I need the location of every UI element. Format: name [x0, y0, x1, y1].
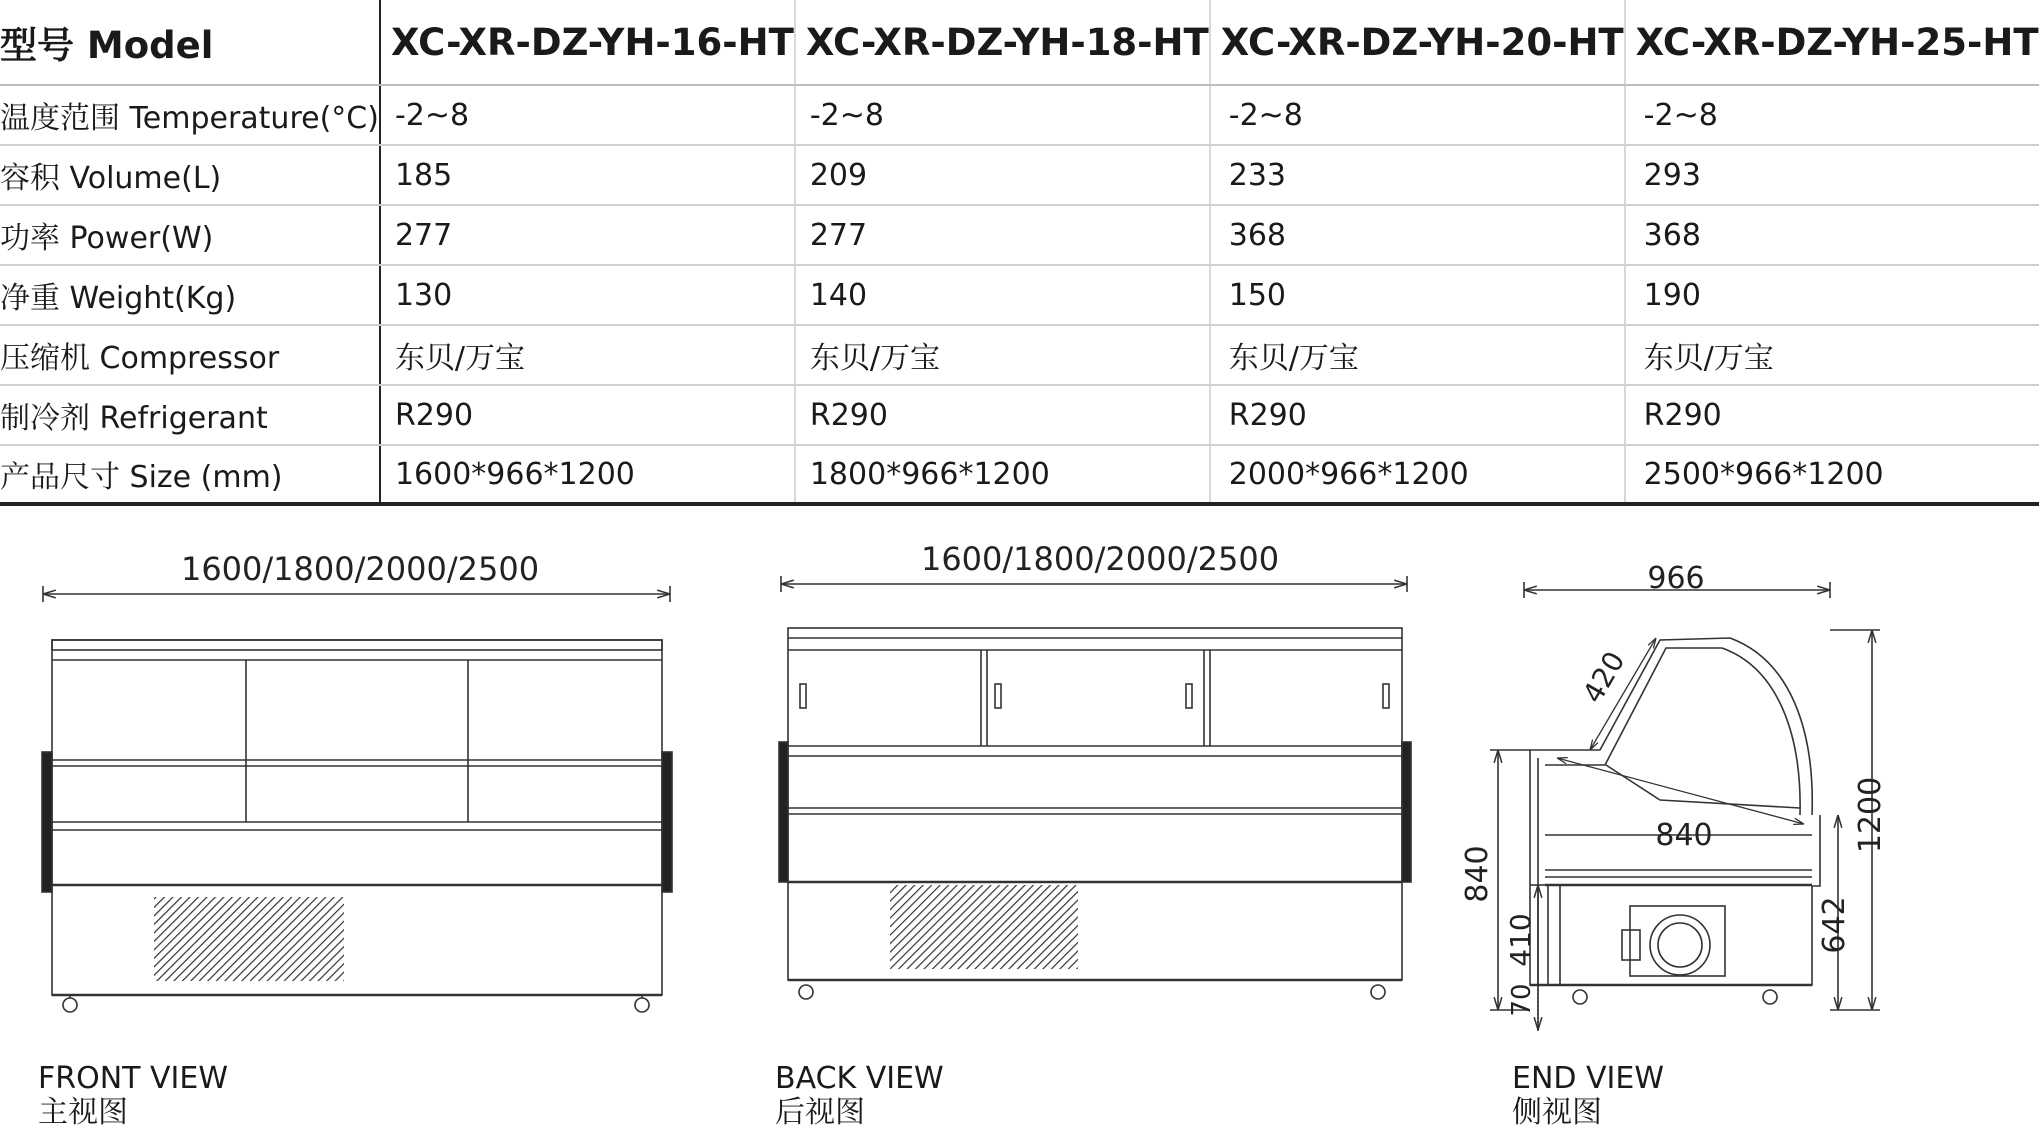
row-label: 温度范围 Temperature(°C): [0, 85, 380, 145]
back-view-label-zh: 后视图: [775, 1095, 865, 1130]
base-height-dimension: 410: [1504, 913, 1537, 967]
cell-value: -2~8: [795, 85, 1210, 145]
cell-value: R290: [1625, 385, 2039, 445]
row-label: 净重 Weight(Kg): [0, 265, 380, 325]
back-view-drawing: [779, 576, 1411, 999]
cell-value: -2~8: [380, 85, 795, 145]
cell-value: R290: [1210, 385, 1625, 445]
model-name: XC-XR-DZ-YH-18-HT: [795, 0, 1210, 85]
table-row: [0, 205, 2039, 265]
table-row: [0, 445, 2039, 504]
inner-depth-dimension: 840: [1655, 818, 1713, 853]
cell-value: 2500*966*1200: [1625, 445, 2039, 504]
front-view-caption: [38, 1062, 228, 1130]
row-label: 容积 Volume(L): [0, 145, 380, 205]
technical-drawings: [0, 500, 1893, 1131]
cell-value: R290: [795, 385, 1210, 445]
cell-value: 368: [1210, 205, 1625, 265]
table-row: [0, 145, 2039, 205]
cell-value: 东贝/万宝: [1625, 325, 2039, 385]
back-width-dimension: 1600/1800/2000/2500: [920, 540, 1280, 578]
table-row: [0, 385, 2039, 445]
back-view-label-en: BACK VIEW: [775, 1061, 944, 1096]
cell-value: 150: [1210, 265, 1625, 325]
glass-dimension: 420: [1576, 645, 1632, 709]
cell-value: 2000*966*1200: [1210, 445, 1625, 504]
cell-value: 190: [1625, 265, 2039, 325]
spec-table: [0, 0, 2039, 506]
end-view-label-zh: 侧视图: [1512, 1095, 1602, 1130]
back-view-caption: [775, 1062, 944, 1130]
front-view-drawing: [42, 586, 672, 1012]
cell-value: 233: [1210, 145, 1625, 205]
row-label: 产品尺寸 Size (mm): [0, 445, 380, 504]
row-label: 功率 Power(W): [0, 205, 380, 265]
end-view-label-en: END VIEW: [1512, 1061, 1665, 1096]
front-view-label-zh: 主视图: [38, 1095, 128, 1130]
model-header-label: 型号 Model: [0, 0, 380, 85]
table-header-row: [0, 0, 2039, 85]
table-row: [0, 265, 2039, 325]
cell-value: 185: [380, 145, 795, 205]
row-label: 压缩机 Compressor: [0, 325, 380, 385]
cell-value: 368: [1625, 205, 2039, 265]
cell-value: 140: [795, 265, 1210, 325]
front-width-dimension: 1600/1800/2000/2500: [180, 550, 540, 588]
cell-value: 东贝/万宝: [795, 325, 1210, 385]
cell-value: 130: [380, 265, 795, 325]
table-row: [0, 85, 2039, 145]
cell-value: 277: [380, 205, 795, 265]
cell-value: R290: [380, 385, 795, 445]
end-depth-dimension: 966: [1647, 561, 1705, 596]
body-height-dimension: 840: [1460, 845, 1495, 903]
front-view-label-en: FRONT VIEW: [38, 1061, 229, 1096]
total-height-dimension: 1200: [1853, 776, 1888, 854]
row-label: 制冷剂 Refrigerant: [0, 385, 380, 445]
right-height-dimension: 642: [1817, 896, 1852, 954]
end-view-drawing: [1490, 582, 1880, 1032]
model-name: XC-XR-DZ-YH-20-HT: [1210, 0, 1625, 85]
cell-value: -2~8: [1625, 85, 2039, 145]
cell-value: -2~8: [1210, 85, 1625, 145]
cell-value: 1800*966*1200: [795, 445, 1210, 504]
cell-value: 东贝/万宝: [380, 325, 795, 385]
table-row: [0, 325, 2039, 385]
cell-value: 293: [1625, 145, 2039, 205]
cell-value: 东贝/万宝: [1210, 325, 1625, 385]
end-view-caption: [1512, 1062, 1664, 1130]
model-name: XC-XR-DZ-YH-25-HT: [1625, 0, 2039, 85]
cell-value: 277: [795, 205, 1210, 265]
model-name: XC-XR-DZ-YH-16-HT: [380, 0, 795, 85]
feet-height-dimension: 70: [1507, 983, 1537, 1017]
cell-value: 1600*966*1200: [380, 445, 795, 504]
cell-value: 209: [795, 145, 1210, 205]
